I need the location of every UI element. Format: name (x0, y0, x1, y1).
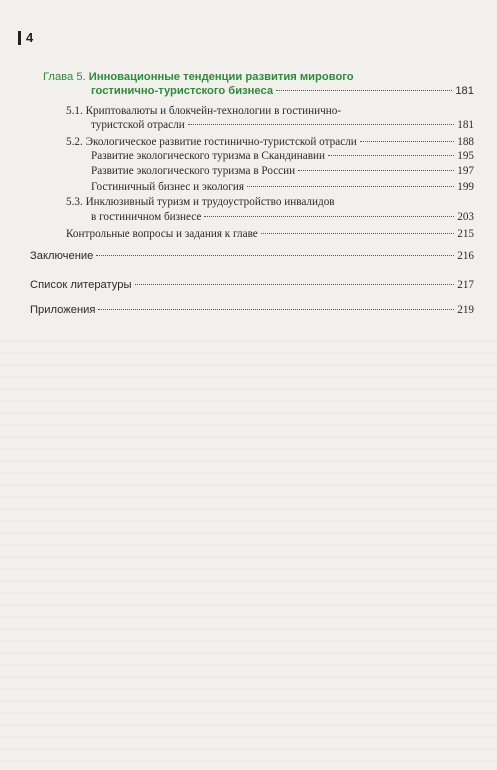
toc-entry-text: 5.2. Экологическое развитие гостинично-туристской отрасли (66, 136, 357, 148)
chapter-label: Глава 5. (43, 71, 86, 83)
leader-dots (98, 309, 454, 310)
toc-entry-page: 215 (457, 228, 474, 240)
toc-entry-page: 203 (457, 211, 474, 223)
toc-entry-text: Гостиничный бизнес и экология (91, 181, 244, 193)
toc-section-conclusion (30, 249, 474, 263)
toc-entry-text: Развитие экологического туризма в России (91, 165, 296, 177)
toc-entry-scandinavia (91, 149, 474, 163)
leader-dots (261, 233, 454, 234)
leader-dots (96, 255, 454, 256)
leader-dots (360, 141, 454, 142)
toc-entry-5-1-line2 (91, 118, 474, 132)
chapter-heading-line1 (43, 70, 354, 84)
toc-entry-5-2 (66, 135, 474, 149)
leader-dots (247, 186, 454, 187)
toc-section-label: Заключение (30, 250, 94, 262)
leader-dots (188, 124, 455, 125)
toc-section-page: 217 (457, 279, 474, 291)
toc-entry-ecology (91, 180, 474, 194)
leader-dots (328, 155, 454, 156)
toc-entry-page: 199 (457, 181, 474, 193)
toc-entry-text: в гостиничном бизнесе (91, 211, 202, 223)
toc-entry-russia (91, 164, 474, 178)
toc-entry-text: туристской отрасли (91, 119, 185, 131)
toc-entry-page: 197 (457, 165, 474, 177)
toc-entry-page: 195 (457, 150, 474, 162)
leader-dots (298, 170, 454, 171)
page-number-text: 4 (26, 30, 34, 45)
toc-entry-page: 181 (457, 119, 474, 131)
toc-section-bibliography (30, 278, 474, 292)
toc-section-appendices (30, 303, 474, 317)
toc-entry-text: Развитие экологического туризма в Скандинавии (91, 150, 325, 162)
toc-entry-page: 188 (457, 136, 474, 148)
toc-section-page: 216 (457, 250, 474, 262)
toc-entry-text: Контрольные вопросы и задания к главе (66, 228, 258, 240)
toc-section-page: 219 (457, 304, 474, 316)
toc-entry-5-3-line1: 5.3. Инклюзивный туризм и трудоустройство инвалидов (66, 196, 335, 208)
leader-dots (135, 284, 455, 285)
chapter-title-line2: гостинично-туристского бизнеса (91, 85, 274, 97)
chapter-page: 181 (455, 85, 474, 97)
chapter-heading-line2 (91, 84, 474, 98)
toc-entry-questions (66, 227, 474, 241)
toc-entry-5-1-line1: 5.1. Криптовалюты и блокчейн-технологии в гостинично- (66, 105, 342, 117)
toc-entry-5-3-line2 (91, 210, 474, 224)
chapter-title-line1: Инновационные тенденции развития мирового (88, 71, 354, 83)
leader-dots (204, 216, 454, 217)
toc-section-label: Список литературы (30, 279, 132, 291)
toc-section-label: Приложения (30, 304, 96, 316)
leader-dots (276, 90, 452, 91)
